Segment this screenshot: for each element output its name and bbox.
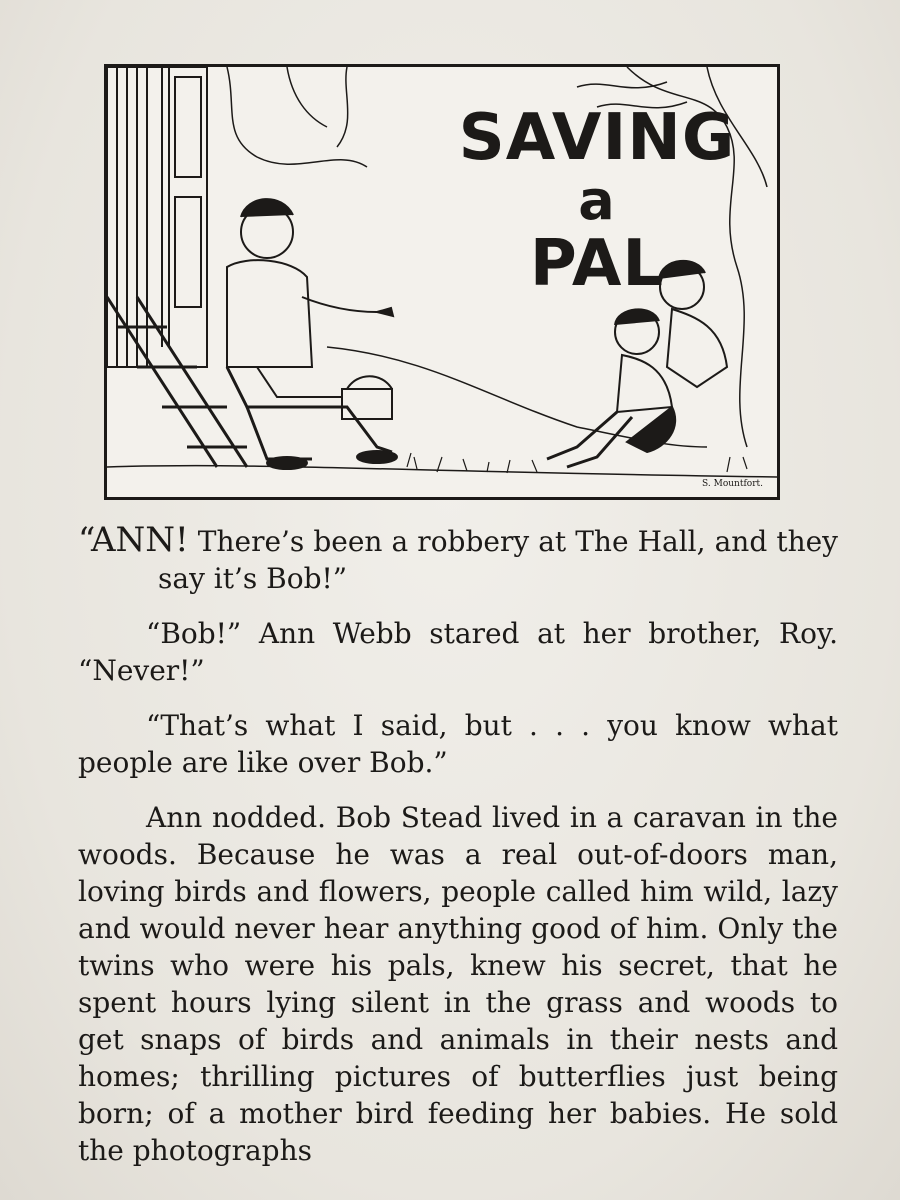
artist-signature: S. Mountfort.: [702, 479, 763, 489]
paragraph-1: [78, 522, 838, 597]
paragraph-3: “That’s what I said, but . . . you know what people are like over Bob.”: [78, 709, 838, 779]
paragraph-4: Ann nodded. Bob Stead lived in a caravan in the woods. Because he was a real out-of-doors man, loving birds and flowers, people called him wild, lazy and would never hear anything good of him. Only the twins who were his pals, knew his secret, that he spent hours lying silent in the grass and woods to get snaps of birds and animals in their nests and homes; thrilling pictures of butterflies just being born; of a mother bird feeding her babies. He sold the photographs: [78, 801, 838, 1167]
paragraph-1-lead: “ANN!: [78, 520, 189, 560]
chapter-illustration: [104, 64, 780, 500]
title-a: a: [578, 169, 616, 232]
chapter-title: [437, 103, 757, 299]
story-text: [78, 522, 838, 1187]
title-saving: SAVING: [458, 101, 736, 175]
paragraph-2: “Bob!” Ann Webb stared at her brother, Roy. “Never!”: [78, 617, 838, 687]
title-pal: PAL: [529, 227, 665, 301]
paragraph-1-rest: There’s been a robbery at The Hall, and they say it’s Bob!”: [158, 525, 838, 595]
